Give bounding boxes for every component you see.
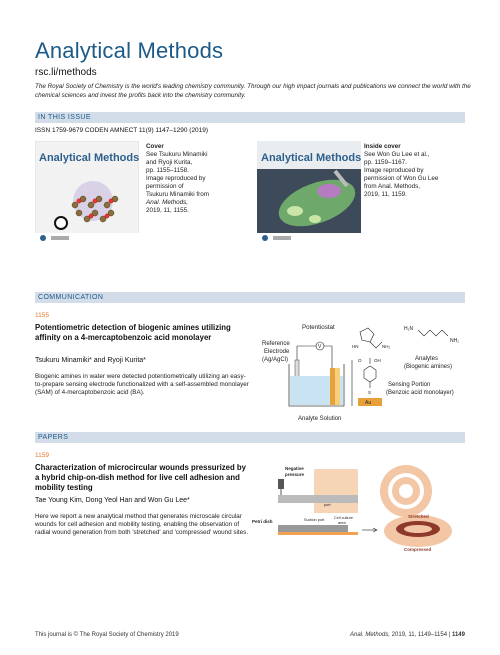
fig-potentiostat: Potentiostat [302,324,335,331]
journal-description: The Royal Society of Chemistry is the world's leading chemistry community. Through our high impact journals and publications we connect the world with the chemical sciences and invest the profits back into the chemistry community. [35,83,471,99]
fig-ref-3: (Ag/AgCl) [262,357,289,363]
communication-authors: Tsukuru Minamiki* and Ryoji Kurita* [35,357,146,364]
section-papers: PAPERS [35,432,465,443]
cover-2-line: See Won Gu Lee et al., [364,151,430,158]
issn-line: ISSN 1759-9679 CODEN AMNECT 11(9) 1147–1290 (2019) [35,127,209,134]
footer-copyright: This journal is © The Royal Society of Chemistry 2019 [35,632,179,638]
section-communication: COMMUNICATION [35,292,465,303]
cover-1-line: Tsukuru Minamiki from [146,191,209,198]
fig-oh: OH [374,358,381,363]
cover-2-text [364,143,438,199]
fig-analytes-2: (Biogenic amines) [404,364,453,370]
fig-solution: Analyte Solution [298,416,342,422]
communication-title[interactable]: Potentiometric detection of biogenic amines utilizing affinity on a 4-mercaptobenzoic acid monolayer [35,323,231,342]
fig-nh2-left: NH₂ [382,344,391,349]
papers-title[interactable]: Characterization of microcircular wounds pressurized by a hybrid chip-on-dish method for live cell adhesion and mobility testing [35,463,247,492]
fig-negative: Negative [285,466,304,471]
cover-2-line: from Anal. Methods, [364,183,420,190]
cover-1-title: Analytical Methods [39,152,139,164]
fig-compressed: Compressed [404,547,432,552]
cover-2-title: Analytical Methods [261,152,361,164]
cover-image-2[interactable] [257,141,361,243]
papers-figure [252,463,467,553]
fig-o: O [358,358,362,363]
cover-1-line: See Tsukuru Minamiki [146,151,208,158]
cover-1-line: 2019, 11, 1155. [146,207,189,214]
cover-image-1[interactable] [35,141,139,243]
fig-sensing-1: Sensing Portion [388,382,431,388]
journal-title: Analytical Methods [35,38,224,63]
fig-suction-port: Suction port [304,518,325,522]
cover-2-line: pp. 1159–1167. [364,159,407,166]
fig-stretched: Stretched [408,514,429,519]
communication-page: 1155 [35,312,49,319]
fig-h2n: H₂N [404,326,414,332]
fig-cell-culture-2: area [338,521,346,525]
fig-s: S [368,390,372,395]
papers-abstract: Here we report a new analytical method that generates microscale circular wounds for cell adhesion and mobility testing, enabling the observation of radial wound generation from both 'stretched' and 'compressed' wound sites. [35,513,249,537]
papers-authors: Tae Young Kim, Dong Yeol Han and Won Gu Lee* [35,497,190,504]
fig-sensing-2: (Benzoic acid monolayer) [386,390,454,396]
communication-figure [252,320,467,425]
cover-2-line: permission of Won Gu Lee [364,175,439,182]
footer-journal: Anal. Methods, [349,632,391,638]
section-in-this-issue: IN THIS ISSUE [35,112,465,123]
cover-2-label: Inside cover [364,143,401,150]
fig-ref-2: Electrode [264,349,290,355]
fig-v: V [318,344,322,350]
fig-hn: HN [352,344,359,349]
cover-1-line: permission of [146,183,184,190]
cover-1-line: Anal. Methods, [146,199,189,206]
fig-ref-1: Reference [262,341,290,347]
fig-nh2-right: NH₂ [450,338,460,344]
cover-1-line: and Ryoji Kurita, [146,159,193,166]
fig-section-2: port [324,503,331,507]
papers-page: 1159 [35,452,49,459]
communication-abstract: Biogenic amines in water were detected potentiometrically utilizing an easy-to-prepare sensing electrode functionalized with a self-assembled monolayer (SAM) of 4-mercaptobenzoic acid (BA). [35,373,249,397]
cover-1-line: pp. 1155–1158. [146,167,189,174]
fig-petri: Petri dish [252,519,273,524]
footer-rest: 2019, 11, 1149–1154 | [390,632,452,638]
cover-2-line: 2019, 11, 1159. [364,191,407,198]
fig-cell-culture-1: Cell culture [334,516,353,520]
cover-1-text [146,143,209,215]
cover-1-label: Cover [146,143,164,150]
footer-page-number: 1149 [451,632,465,638]
cover-1-line: Image reproduced by [146,175,206,182]
cover-2-line: Image reproduced by [364,167,424,174]
fig-au: Au [365,400,372,406]
fig-pressure: pressure [285,472,305,477]
journal-url[interactable]: rsc.li/methods [35,67,97,78]
fig-analytes-1: Analytes [415,356,439,362]
footer-citation [350,632,465,638]
